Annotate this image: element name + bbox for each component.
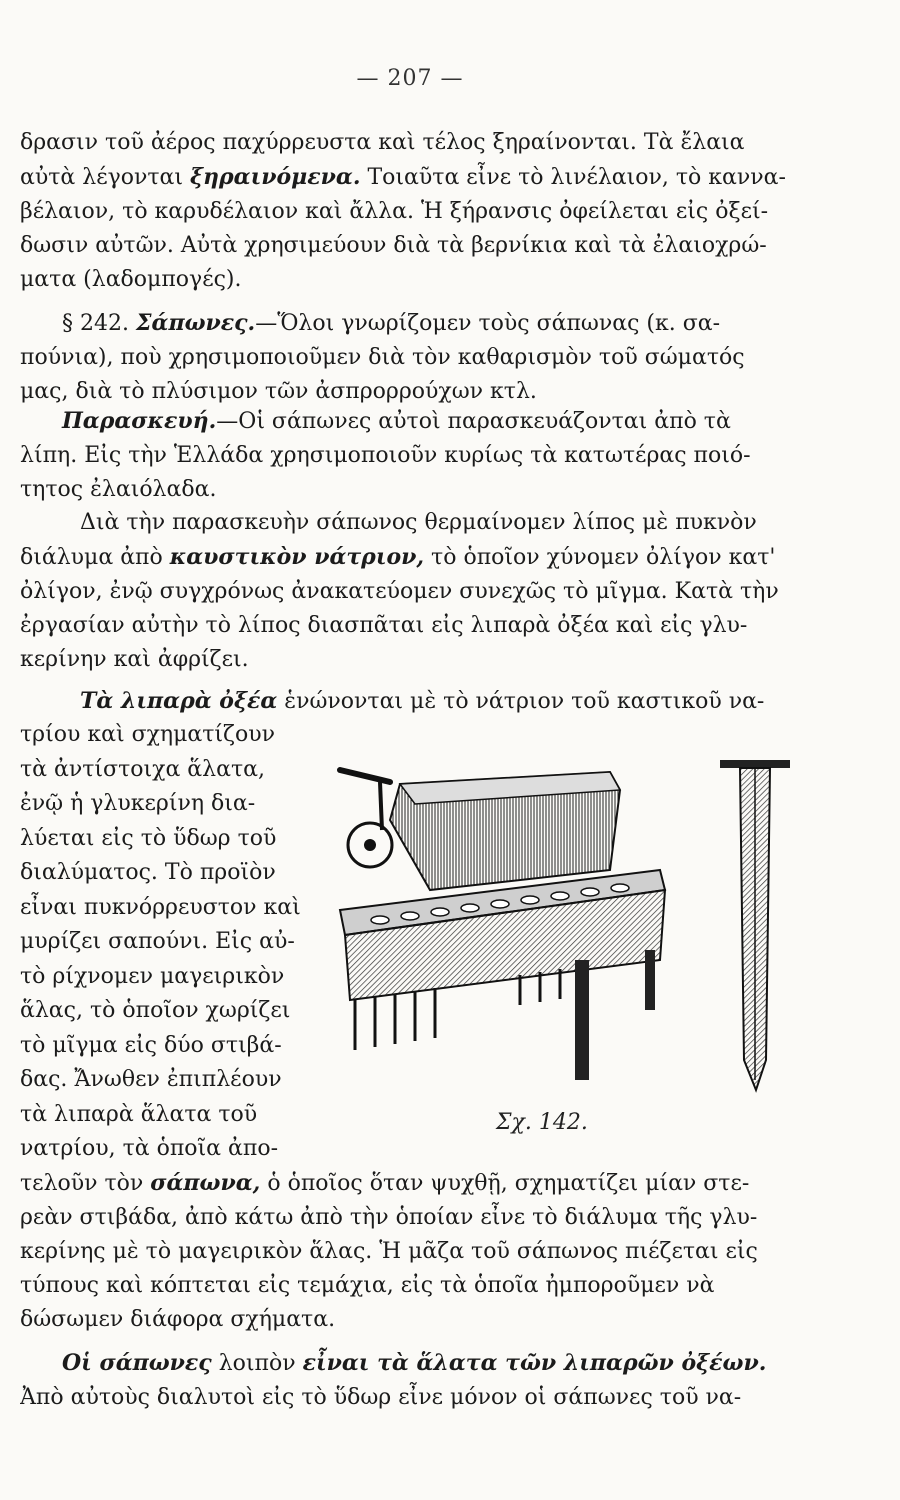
text-span: λοιπὸν xyxy=(211,1351,303,1376)
text-line: ὀλίγον, ἐνῷ συγχρόνως ἀνακατεύομεν συνεχῶς τὸ μῖγμα. Κατὰ τὴν xyxy=(20,579,779,604)
text-line: ρεὰν στιβάδα, ἀπὸ κάτω ἀπὸ τὴν ὁποίαν εἶνε τὸ διάλυμα τῆς γλυ- xyxy=(20,1205,758,1230)
paragraph-soap-definition xyxy=(20,1346,792,1415)
text-line: πούνια), ποὺ χρησιμοποιοῦμεν διὰ τὸν καθαρισμὸν τοῦ σώματός xyxy=(20,345,745,370)
narrow-column-text xyxy=(20,718,310,1167)
page-number: — 207 — xyxy=(356,66,464,91)
text-line: μας, διὰ τὸ πλύσιμον τῶν ἀσπρορρούχων κτλ. xyxy=(20,379,537,404)
text-line: μυρίζει σαπούνι. Εἰς αὐ- xyxy=(20,929,295,954)
text-line: εἶναι πυκνόρρευστον καὶ xyxy=(20,894,301,920)
text-line: βέλαιον, τὸ καρυδέλαιον καὶ ἄλλα. Ἡ ξήρανσις ὀφείλεται εἰς ὀξεί- xyxy=(20,199,769,224)
emphasis-term: Οἱ σάπωνες xyxy=(62,1350,212,1376)
text-line xyxy=(20,1166,792,1201)
section-heading: Σάπωνες. xyxy=(135,310,256,336)
text-line xyxy=(20,160,792,195)
emphasis-term: καυστικὸν νάτριον, xyxy=(169,544,425,570)
text-line: ἐργασίαν αὐτὴν τὸ λίπος διασπᾶται εἰς λιπαρὰ ὀξέα καὶ εἰς γλυ- xyxy=(20,613,748,638)
paragraph-soap-making xyxy=(20,506,792,677)
text-line: τὰ ἀντίστοιχα ἅλατα, xyxy=(20,756,265,782)
text-line: τύπους καὶ κόπτεται εἰς τεμάχια, εἰς τὰ ὁποῖα ἠμποροῦμεν νὰ xyxy=(20,1273,715,1298)
text-line: τὸ ρίχνομεν μαγειρικὸν xyxy=(20,963,285,989)
emphasis-term: ξηραινόμενα. xyxy=(190,164,361,190)
plunger-tool-icon xyxy=(720,760,790,1090)
text-span: ἑνώνονται μὲ τὸ νάτριον τοῦ καστικοῦ να- xyxy=(277,689,765,714)
emphasis-term: Τὰ λιπαρὰ ὀξέα xyxy=(80,688,278,714)
text-span: αὐτὰ λέγονται xyxy=(20,165,191,190)
text-line: ματα (λαδομπογές). xyxy=(20,267,242,292)
text-line: δωσιν αὐτῶν. Αὐτὰ χρησιμεύουν διὰ τὰ βερνίκια καὶ τὰ ἐλαιοχρώ- xyxy=(20,233,767,258)
paragraph-drying-oils xyxy=(20,126,792,297)
mould-plate-icon xyxy=(340,870,665,1000)
emphasis-term: σάπωνα, xyxy=(150,1170,261,1196)
text-span: Τοιαῦτα εἶνε τὸ λινέλαιον, τὸ καννα- xyxy=(360,165,786,190)
text-line: ἅλας, τὸ ὁποῖον χωρίζει xyxy=(20,998,291,1023)
emphasis-term: εἶναι τὰ ἅλατα τῶν λιπαρῶν ὀξέων. xyxy=(302,1350,767,1376)
table-legs-icon xyxy=(575,950,655,1080)
text-line: ἐνῷ ἡ γλυκερίνη δια- xyxy=(20,791,256,816)
text-span: τὸ ὁποῖον χύνομεν ὀλίγον κατ' xyxy=(424,545,776,570)
figure-caption: Σχ. 142. xyxy=(496,1110,588,1135)
paragraph-soaps-section xyxy=(20,306,792,409)
text-span: διάλυμα ἀπὸ xyxy=(20,545,170,570)
text-line: νατρίου, τὰ ὁποῖα ἀπο- xyxy=(20,1136,279,1161)
text-line: κερίνης μὲ τὸ μαγειρικὸν ἅλας. Ἡ μᾶζα τοῦ σάπωνος πιέζεται εἰς xyxy=(20,1239,758,1264)
trough-icon xyxy=(390,772,620,890)
text-line xyxy=(20,540,792,575)
text-line: δρασιν τοῦ ἀέρος παχύρρευστα καὶ τέλος ξηραίνονται. Τὰ ἔλαια xyxy=(20,130,745,155)
text-line: τὰ λιπαρὰ ἅλατα τοῦ xyxy=(20,1101,258,1127)
text-line xyxy=(20,684,792,719)
text-line xyxy=(20,306,792,341)
text-line: διαλύματος. Τὸ προϊὸν xyxy=(20,860,276,885)
paragraph-soap-formation xyxy=(20,1166,792,1337)
text-line xyxy=(20,404,792,439)
text-span: τελοῦν τὸν xyxy=(20,1171,151,1196)
soap-mould-illustration xyxy=(320,760,800,1100)
paragraph-preparation xyxy=(20,404,792,507)
text-line: Διὰ τὴν παρασκευὴν σάπωνος θερμαίνομεν λίπος μὲ πυκνὸν xyxy=(80,510,757,535)
text-line: λίπη. Εἰς τὴν Ἑλλάδα χρησιμοποιοῦν κυρίως τὰ κατωτέρας ποιό- xyxy=(20,443,751,468)
text-line: δώσωμεν διάφορα σχήματα. xyxy=(20,1307,336,1332)
text-span: ὁ ὁποῖος ὅταν ψυχθῇ, σχηματίζει μίαν στε- xyxy=(260,1171,750,1196)
text-line: τὸ μῖγμα εἰς δύο στιβά- xyxy=(20,1032,282,1058)
text-line: τρίου καὶ σχηματίζουν xyxy=(20,722,275,747)
text-line: Ἀπὸ αὐτοὺς διαλυτοὶ εἰς τὸ ὕδωρ εἶνε μόνον οἱ σάπωνες τοῦ να- xyxy=(20,1385,742,1410)
crank-handle-icon xyxy=(340,770,392,867)
section-number: § 242. xyxy=(62,311,136,336)
paragraph-fatty-acids xyxy=(20,684,792,719)
text-line xyxy=(20,1346,792,1381)
subheading: Παρασκευή. xyxy=(62,408,217,434)
text-line: δας. Ἄνωθεν ἐπιπλέουν xyxy=(20,1067,282,1092)
text-line: λύεται εἰς τὸ ὕδωρ τοῦ xyxy=(20,825,277,851)
text-line: κερίνην καὶ ἀφρίζει. xyxy=(20,647,249,672)
text-span: —Ὅλοι γνωρίζομεν τοὺς σάπωνας (κ. σα- xyxy=(255,311,721,336)
text-line: τητος ἐλαιόλαδα. xyxy=(20,477,217,502)
text-span: —Οἱ σάπωνες αὐτοὶ παρασκευάζονται ἀπὸ τὰ xyxy=(216,409,731,434)
